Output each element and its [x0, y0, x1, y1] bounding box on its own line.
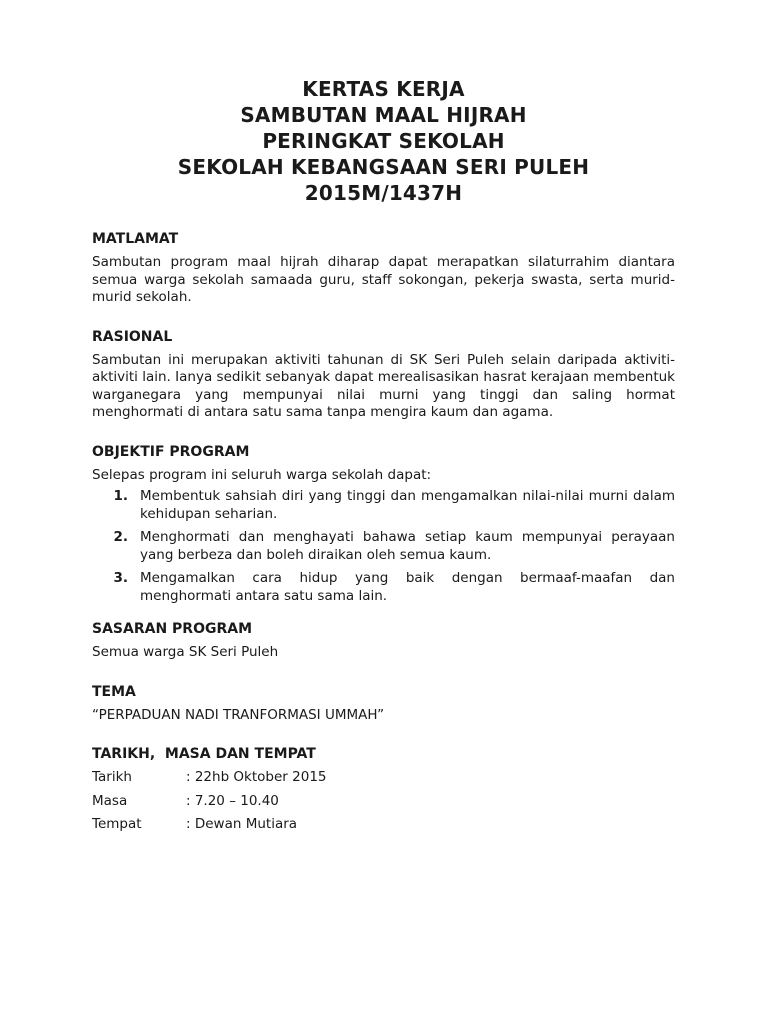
section-sasaran [92, 620, 675, 662]
section-objektif [92, 443, 675, 606]
info-row-tempat [92, 816, 675, 834]
info-row-tarikh [92, 769, 675, 787]
tema-text: “PERPADUAN NADI TRANFORMASI UMMAH” [92, 706, 385, 723]
info-value: : 7.20 – 10.40 [186, 792, 279, 809]
list-item [92, 529, 675, 564]
rasional-text: Sambutan ini merupakan aktiviti tahunan di SK Seri Puleh selain daripada aktiviti-aktiviti lain. Ianya sedikit sebanyak dapat merealisasikan hasrat kerajaan membentuk warganegara yang mempunyai nilai murni yang tinggi dan saling hormat menghormati di antara satu sama tanpa mengira kaum dan agama. [92, 351, 675, 420]
list-item [92, 570, 675, 605]
list-item-number: 2. [113, 529, 128, 545]
info-label: Masa [92, 792, 128, 809]
objectives-list [92, 488, 675, 605]
info-row-masa [92, 793, 675, 811]
document-page [92, 76, 675, 855]
info-value: : 22hb Oktober 2015 [186, 769, 327, 785]
title-line-3: PERINGKAT SEKOLAH [262, 129, 505, 153]
section-heading-objektif: OBJEKTIF PROGRAM [92, 443, 250, 460]
list-item-number: 1. [113, 488, 128, 504]
section-heading-rasional: RASIONAL [92, 328, 173, 345]
list-item-text: Menghormati dan menghayati bahawa setiap kaum mempunyai perayaan yang berbeza dan boleh diraikan oleh semua kaum. [140, 529, 675, 563]
title-line-5: 2015M/1437H [304, 181, 463, 205]
list-item-text: Membentuk sahsiah diri yang tinggi dan mengamalkan nilai-nilai murni dalam kehidupan seharian. [140, 488, 675, 522]
title-line-1: KERTAS KERJA [302, 77, 465, 101]
section-tema [92, 683, 675, 725]
section-rasional [92, 328, 675, 422]
document-title [92, 76, 675, 206]
list-item-number: 3. [113, 570, 128, 586]
list-item-text: Mengamalkan cara hidup yang baik dengan bermaaf-maafan dan menghormati antara satu sama lain. [140, 570, 675, 604]
section-heading-tarikh: TARIKH, MASA DAN TEMPAT [92, 746, 316, 762]
title-line-4: SEKOLAH KEBANGSAAN SERI PULEH [177, 155, 590, 179]
info-label: Tempat [92, 816, 142, 832]
title-line-2: SAMBUTAN MAAL HIJRAH [240, 103, 527, 127]
section-heading-matlamat: MATLAMAT [92, 231, 179, 247]
matlamat-text: Sambutan program maal hijrah diharap dapat merapatkan silaturrahim diantara semua warga sekolah samaada guru, staff sokongan, pekerja swasta, serta murid-murid sekolah. [92, 254, 675, 305]
objektif-intro: Selepas program ini seluruh warga sekolah dapat: [92, 466, 432, 483]
section-heading-sasaran: SASARAN PROGRAM [92, 621, 253, 637]
list-item [92, 488, 675, 523]
section-tarikh [92, 745, 675, 834]
section-heading-tema: TEMA [92, 683, 136, 700]
info-label: Tarikh [92, 769, 132, 785]
info-value: : Dewan Mutiara [186, 816, 298, 832]
sasaran-text: Semua warga SK Seri Puleh [92, 644, 279, 660]
section-matlamat [92, 230, 675, 307]
